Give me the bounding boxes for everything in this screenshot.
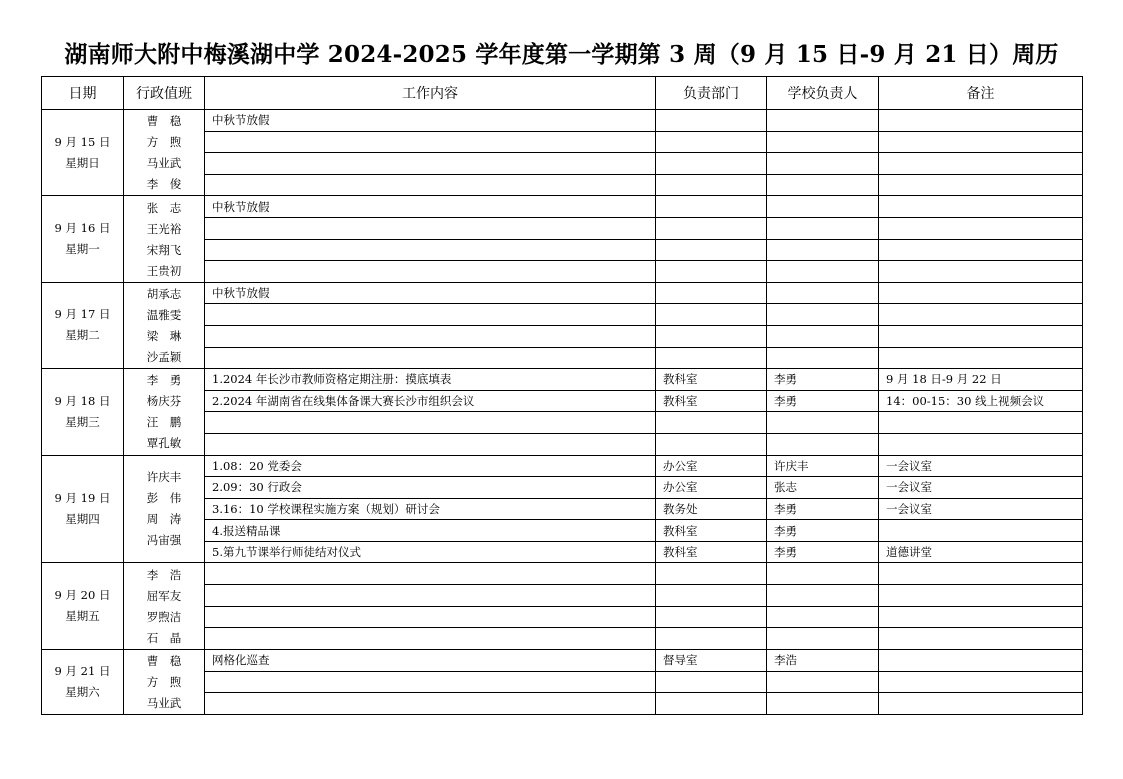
- leader-cell: [767, 110, 879, 132]
- work-cell: 2.09：30 行政会: [205, 477, 656, 499]
- header-work: 工作内容: [205, 77, 656, 110]
- note-cell: [879, 196, 1083, 218]
- duty-person: 宋翔飞: [146, 242, 182, 257]
- weekly-schedule-table: [41, 76, 1083, 715]
- work-cell: [205, 606, 656, 628]
- work-cell: [205, 585, 656, 607]
- dept-cell: [656, 196, 767, 218]
- leader-cell: [767, 563, 879, 585]
- work-cell: 1.08：20 党委会: [205, 455, 656, 477]
- duty-person: 杨庆芬: [146, 394, 182, 409]
- leader-cell: 李勇: [767, 390, 879, 412]
- duty-person: 马业武: [146, 695, 182, 710]
- duty-person: 沙孟颖: [146, 349, 182, 364]
- leader-cell: [767, 304, 879, 326]
- dept-cell: 督导室: [656, 649, 767, 671]
- leader-cell: [767, 153, 879, 175]
- note-cell: [879, 110, 1083, 132]
- note-cell: 道德讲堂: [879, 541, 1083, 563]
- duty-person: 李 浩: [146, 567, 182, 582]
- dept-cell: [656, 585, 767, 607]
- duty-person: 王光裕: [146, 221, 182, 236]
- dept-cell: [656, 217, 767, 239]
- dept-cell: 教科室: [656, 369, 767, 391]
- duty-person: 温雅雯: [146, 307, 182, 322]
- leader-cell: 李勇: [767, 369, 879, 391]
- table-row: [42, 563, 1083, 585]
- note-cell: [879, 520, 1083, 542]
- weekday-text: 星期五: [65, 609, 100, 624]
- note-cell: [879, 282, 1083, 304]
- duty-person: 彭 伟: [146, 491, 182, 506]
- dept-cell: [656, 261, 767, 283]
- leader-cell: [767, 282, 879, 304]
- work-cell: [205, 412, 656, 434]
- leader-cell: 李勇: [767, 520, 879, 542]
- leader-cell: 李勇: [767, 498, 879, 520]
- work-cell: [205, 563, 656, 585]
- leader-cell: [767, 433, 879, 455]
- dept-cell: [656, 131, 767, 153]
- weekday-text: 星期三: [65, 414, 100, 429]
- table-row: [42, 196, 1083, 218]
- header-note: 备注: [879, 77, 1083, 110]
- dept-cell: [656, 347, 767, 369]
- duty-person: 曹 稳: [146, 653, 182, 668]
- leader-cell: 许庆丰: [767, 455, 879, 477]
- note-cell: 14：00-15：30 线上视频会议: [879, 390, 1083, 412]
- note-cell: [879, 671, 1083, 693]
- header-leader: 学校负责人: [767, 77, 879, 110]
- note-cell: 一会议室: [879, 498, 1083, 520]
- dept-cell: 教科室: [656, 390, 767, 412]
- dept-cell: [656, 174, 767, 196]
- date-text: 9 月 20 日: [54, 588, 111, 603]
- work-cell: [205, 217, 656, 239]
- header-duty: 行政值班: [124, 77, 205, 110]
- duty-person: 冯宙强: [146, 533, 182, 548]
- date-cell: [42, 563, 124, 649]
- note-cell: [879, 239, 1083, 261]
- note-cell: [879, 325, 1083, 347]
- duty-person: 汪 鹏: [146, 415, 182, 430]
- duty-cell: [124, 282, 205, 368]
- dept-cell: [656, 693, 767, 715]
- leader-cell: 李勇: [767, 541, 879, 563]
- note-cell: [879, 412, 1083, 434]
- weekday-text: 星期二: [65, 328, 100, 343]
- duty-cell: [124, 649, 205, 714]
- leader-cell: 李浩: [767, 649, 879, 671]
- dept-cell: [656, 433, 767, 455]
- work-cell: 中秋节放假: [205, 282, 656, 304]
- table-row: [42, 649, 1083, 671]
- dept-cell: [656, 671, 767, 693]
- page-title: 湖南师大附中梅溪湖中学 2024-2025 学年度第一学期第 3 周（9 月 15 日-9 月 21 日）周历: [64, 41, 1059, 68]
- work-cell: [205, 261, 656, 283]
- date-cell: [42, 369, 124, 455]
- duty-person: 马业武: [146, 156, 182, 171]
- note-cell: [879, 153, 1083, 175]
- work-cell: [205, 131, 656, 153]
- dept-cell: [656, 282, 767, 304]
- leader-cell: [767, 239, 879, 261]
- dept-cell: 办公室: [656, 455, 767, 477]
- work-cell: 4.报送精品课: [205, 520, 656, 542]
- leader-cell: [767, 325, 879, 347]
- duty-cell: [124, 563, 205, 649]
- note-cell: [879, 585, 1083, 607]
- leader-cell: [767, 196, 879, 218]
- note-cell: 一会议室: [879, 477, 1083, 499]
- work-cell: [205, 433, 656, 455]
- date-text: 9 月 15 日: [54, 134, 111, 149]
- dept-cell: [656, 153, 767, 175]
- work-cell: 3.16：10 学校课程实施方案（规划）研讨会: [205, 498, 656, 520]
- duty-person: 张 志: [146, 200, 182, 215]
- work-cell: [205, 325, 656, 347]
- header-dept: 负责部门: [656, 77, 767, 110]
- dept-cell: [656, 325, 767, 347]
- dept-cell: 教科室: [656, 520, 767, 542]
- leader-cell: [767, 347, 879, 369]
- note-cell: [879, 261, 1083, 283]
- duty-person: 曹 稳: [146, 114, 182, 129]
- dept-cell: 教务处: [656, 498, 767, 520]
- duty-person: 罗煦洁: [146, 609, 182, 624]
- duty-person: 胡承志: [146, 286, 182, 301]
- leader-cell: [767, 131, 879, 153]
- date-text: 9 月 21 日: [54, 663, 111, 678]
- leader-cell: [767, 412, 879, 434]
- work-cell: 2.2024 年湖南省在线集体备课大赛长沙市组织会议: [205, 390, 656, 412]
- duty-person: 李 勇: [146, 373, 182, 388]
- work-cell: 中秋节放假: [205, 196, 656, 218]
- duty-cell: [124, 455, 205, 563]
- date-cell: [42, 110, 124, 196]
- work-cell: 网格化巡查: [205, 649, 656, 671]
- work-cell: [205, 239, 656, 261]
- header-row: [42, 77, 1083, 110]
- note-cell: 一会议室: [879, 455, 1083, 477]
- leader-cell: [767, 261, 879, 283]
- duty-person: 方 煦: [146, 674, 182, 689]
- dept-cell: 办公室: [656, 477, 767, 499]
- note-cell: 9 月 18 日-9 月 22 日: [879, 369, 1083, 391]
- date-text: 9 月 19 日: [54, 490, 111, 505]
- note-cell: [879, 433, 1083, 455]
- date-cell: [42, 455, 124, 563]
- date-cell: [42, 196, 124, 282]
- note-cell: [879, 304, 1083, 326]
- duty-person: 李 俊: [146, 177, 182, 192]
- dept-cell: [656, 110, 767, 132]
- work-cell: [205, 628, 656, 650]
- work-cell: [205, 671, 656, 693]
- table-row: [42, 455, 1083, 477]
- work-cell: [205, 693, 656, 715]
- leader-cell: [767, 217, 879, 239]
- work-cell: [205, 174, 656, 196]
- leader-cell: [767, 585, 879, 607]
- work-cell: [205, 347, 656, 369]
- note-cell: [879, 606, 1083, 628]
- note-cell: [879, 217, 1083, 239]
- header-date: 日期: [42, 77, 124, 110]
- note-cell: [879, 563, 1083, 585]
- weekday-text: 星期日: [65, 155, 100, 170]
- note-cell: [879, 628, 1083, 650]
- weekday-text: 星期一: [65, 242, 100, 257]
- duty-person: 梁 琳: [146, 328, 182, 343]
- dept-cell: 教科室: [656, 541, 767, 563]
- table-row: [42, 110, 1083, 132]
- dept-cell: [656, 304, 767, 326]
- dept-cell: [656, 606, 767, 628]
- note-cell: [879, 174, 1083, 196]
- leader-cell: [767, 671, 879, 693]
- duty-person: 方 煦: [146, 135, 182, 150]
- date-cell: [42, 282, 124, 368]
- leader-cell: [767, 693, 879, 715]
- work-cell: 1.2024 年长沙市教师资格定期注册：摸底填表: [205, 369, 656, 391]
- leader-cell: [767, 174, 879, 196]
- duty-cell: [124, 110, 205, 196]
- work-cell: [205, 153, 656, 175]
- leader-cell: [767, 606, 879, 628]
- duty-person: 屈军友: [146, 588, 182, 603]
- work-cell: 中秋节放假: [205, 110, 656, 132]
- work-cell: 5.第九节课举行师徒结对仪式: [205, 541, 656, 563]
- duty-person: 石 晶: [146, 630, 182, 645]
- dept-cell: [656, 239, 767, 261]
- dept-cell: [656, 628, 767, 650]
- note-cell: [879, 347, 1083, 369]
- duty-person: 许庆丰: [146, 470, 182, 485]
- table-row: [42, 369, 1083, 391]
- duty-person: 周 涛: [146, 512, 182, 527]
- note-cell: [879, 693, 1083, 715]
- duty-person: 王贵初: [146, 263, 182, 278]
- weekday-text: 星期四: [65, 511, 100, 526]
- duty-person: 覃孔敏: [146, 436, 182, 451]
- weekday-text: 星期六: [65, 684, 100, 699]
- duty-cell: [124, 369, 205, 455]
- date-text: 9 月 17 日: [54, 307, 111, 322]
- leader-cell: 张志: [767, 477, 879, 499]
- note-cell: [879, 649, 1083, 671]
- note-cell: [879, 131, 1083, 153]
- duty-cell: [124, 196, 205, 282]
- dept-cell: [656, 563, 767, 585]
- leader-cell: [767, 628, 879, 650]
- date-cell: [42, 649, 124, 714]
- date-text: 9 月 18 日: [54, 393, 111, 408]
- work-cell: [205, 304, 656, 326]
- table-row: [42, 282, 1083, 304]
- date-text: 9 月 16 日: [54, 221, 111, 236]
- dept-cell: [656, 412, 767, 434]
